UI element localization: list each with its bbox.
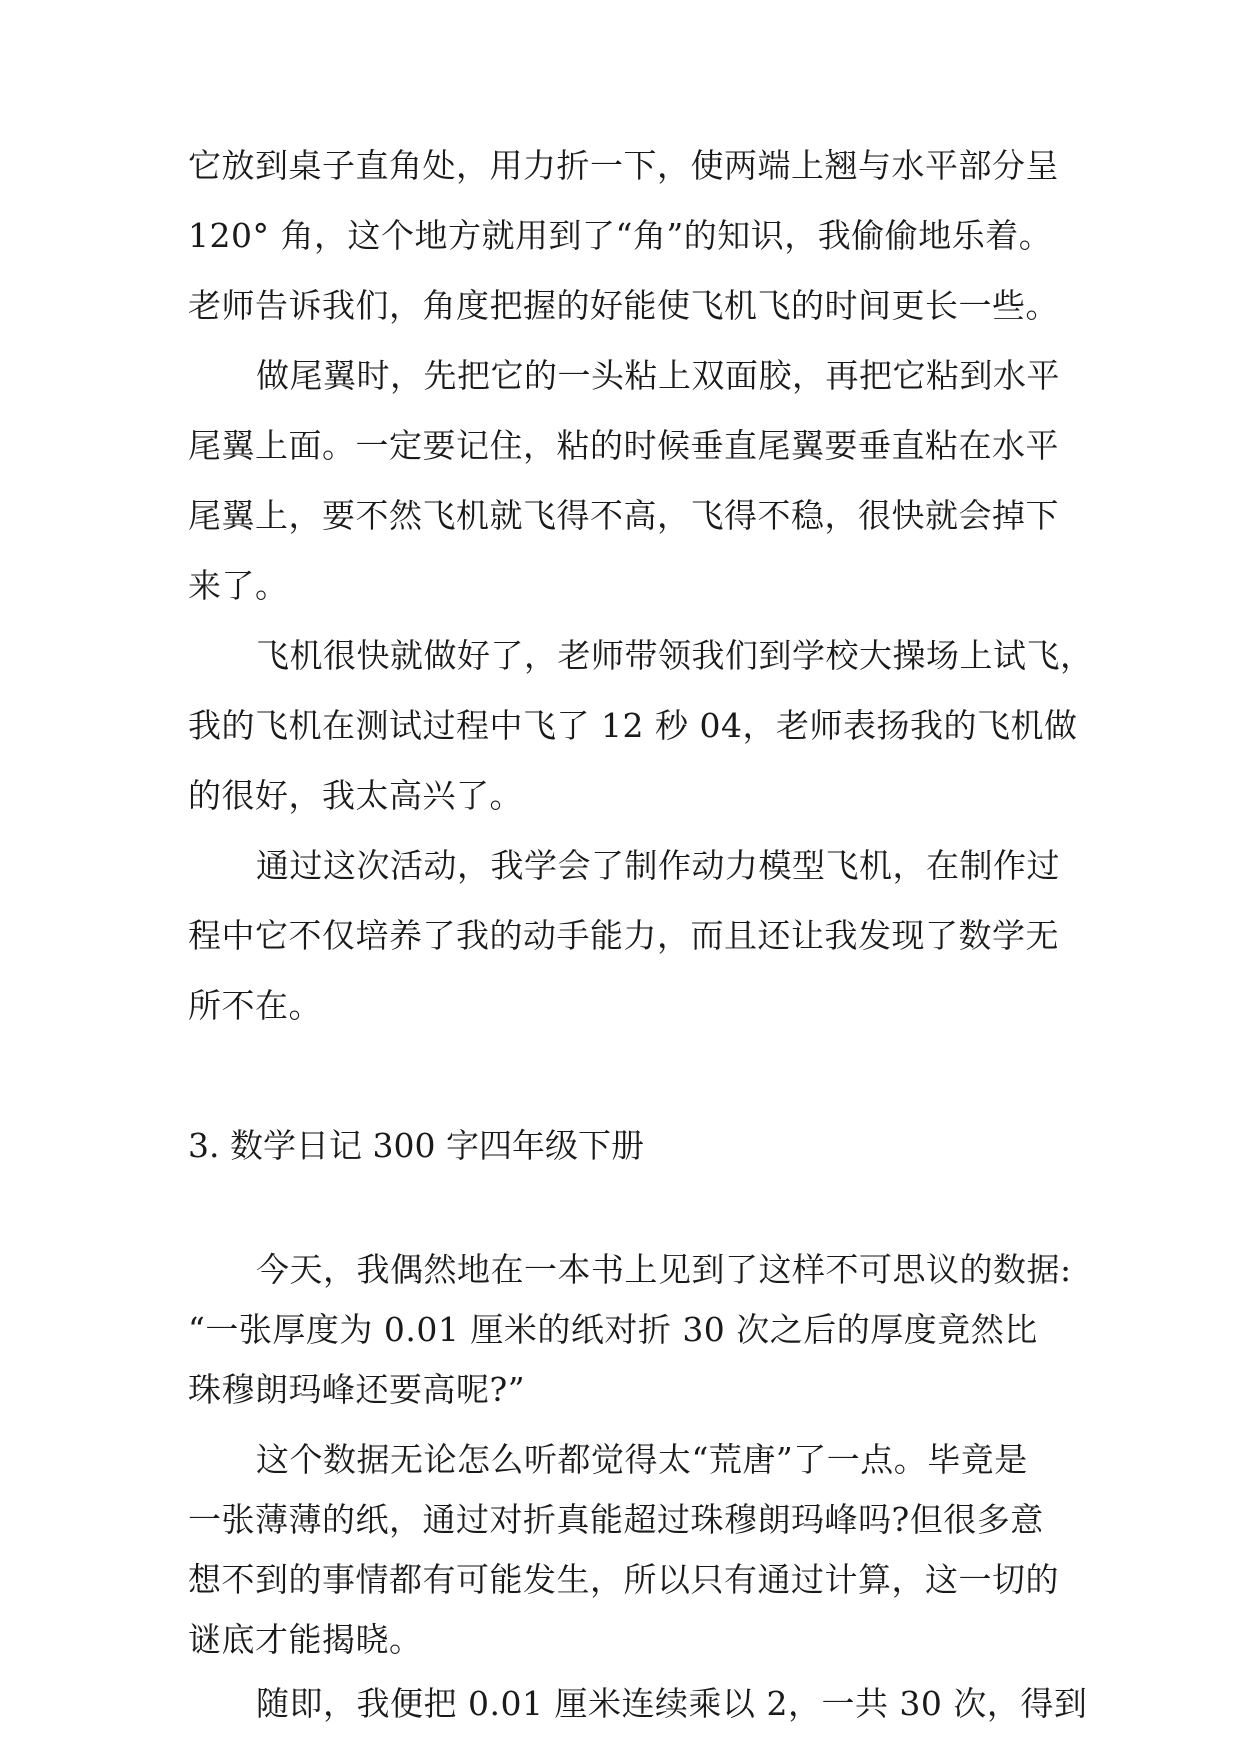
text-line: 来了。 [188,566,289,605]
text-line: 一张薄薄的纸，通过对折真能超过珠穆朗玛峰吗?但很多意 [188,1500,1044,1539]
text-line: 尾翼上，要不然飞机就飞得不高，飞得不稳，很快就会掉下 [188,496,1059,535]
text-line: 所不在。 [188,986,322,1025]
text-line: 尾翼上面。一定要记住，粘的时候垂直尾翼要垂直粘在水平 [188,426,1059,465]
text-line: 随即，我便把 0.01 厘米连续乘以 2，一共 30 次，得到 [256,1684,1088,1723]
text-line: 通过这次活动，我学会了制作动力模型飞机，在制作过 [256,846,1060,885]
text-line: 的很好，我太高兴了。 [188,776,523,815]
text-line: 120° 角，这个地方就用到了“角”的知识，我偷偷地乐着。 [188,216,1053,255]
text-line: 我的飞机在测试过程中飞了 12 秒 04，老师表扬我的飞机做 [188,706,1078,745]
text-line: 今天，我偶然地在一本书上见到了这样不可思议的数据: [256,1250,1072,1289]
text-line: 做尾翼时，先把它的一头粘上双面胶，再把它粘到水平 [256,356,1060,395]
text-line: 程中它不仅培养了我的动手能力，而且还让我发现了数学无 [188,916,1059,955]
text-line: 珠穆朗玛峰还要高呢?” [188,1370,526,1409]
text-line: 这个数据无论怎么听都觉得太“荒唐”了一点。毕竟是 [256,1440,1028,1479]
text-line: 老师告诉我们，角度把握的好能使飞机飞的时间更长一些。 [188,286,1059,325]
section-heading: 3. 数学日记 300 字四年级下册 [188,1126,644,1165]
text-line: 它放到桌子直角处，用力折一下，使两端上翘与水平部分呈 [188,146,1059,185]
text-line: “一张厚度为 0.01 厘米的纸对折 30 次之后的厚度竟然比 [188,1310,1038,1349]
text-line: 飞机很快就做好了，老师带领我们到学校大操场上试飞， [256,636,1094,675]
text-line: 想不到的事情都有可能发生，所以只有通过计算，这一切的 [188,1560,1059,1599]
text-line: 谜底才能揭晓。 [188,1620,423,1659]
